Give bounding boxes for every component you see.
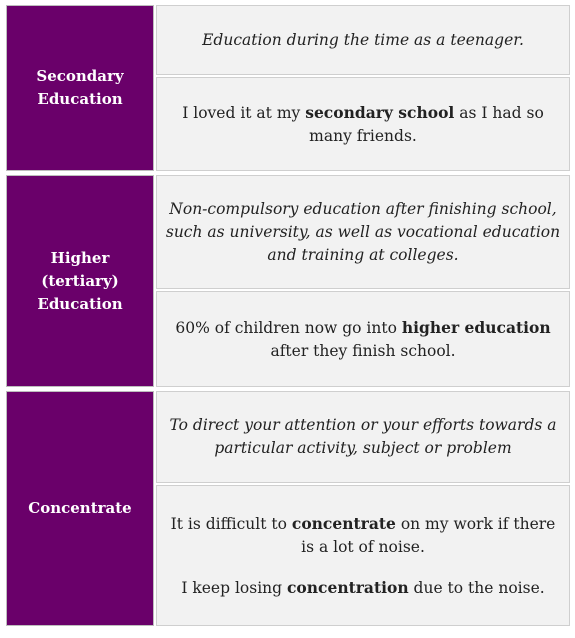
term-details [156, 391, 570, 626]
highlighted-term: higher education [401, 317, 551, 337]
definition-cell [156, 5, 570, 75]
example-sentence: It is difficult to concentrate on my work if there is a lot of noise. [170, 513, 556, 556]
definition-cell [156, 175, 570, 289]
definition-cell [156, 391, 570, 483]
vocab-row-higher-education [6, 175, 570, 387]
term-label: Concentrate [28, 499, 132, 517]
example-sentence: I keep losing concentration due to the noise. [181, 577, 545, 597]
vocab-row-concentrate [6, 391, 570, 626]
highlighted-term: concentration [286, 577, 409, 597]
term-cell [6, 5, 154, 171]
term-label: Secondary Education [36, 67, 124, 108]
term-label: Higher (tertiary) Education [37, 248, 123, 313]
example-cell [156, 485, 570, 626]
example-sentence: I loved it at my secondary school as I had so many friends. [182, 102, 544, 145]
definition-text: Non-compulsory education after finishing school, such as university, as well as vocational education and training at colleges. [165, 199, 561, 264]
highlighted-term: concentrate [291, 513, 396, 533]
example-cell [156, 77, 570, 171]
term-cell [6, 391, 154, 626]
example-cell [156, 291, 570, 387]
term-details [156, 175, 570, 387]
term-cell [6, 175, 154, 387]
vocabulary-table [6, 5, 570, 630]
term-details [156, 5, 570, 171]
highlighted-term: secondary school [305, 102, 455, 122]
vocab-row-secondary-education [6, 5, 570, 171]
example-sentence: 60% of children now go into higher education after they finish school. [175, 317, 551, 360]
definition-text: Education during the time as a teenager. [202, 30, 524, 49]
definition-text: To direct your attention or your efforts towards a particular activity, subject or problem [169, 416, 557, 457]
